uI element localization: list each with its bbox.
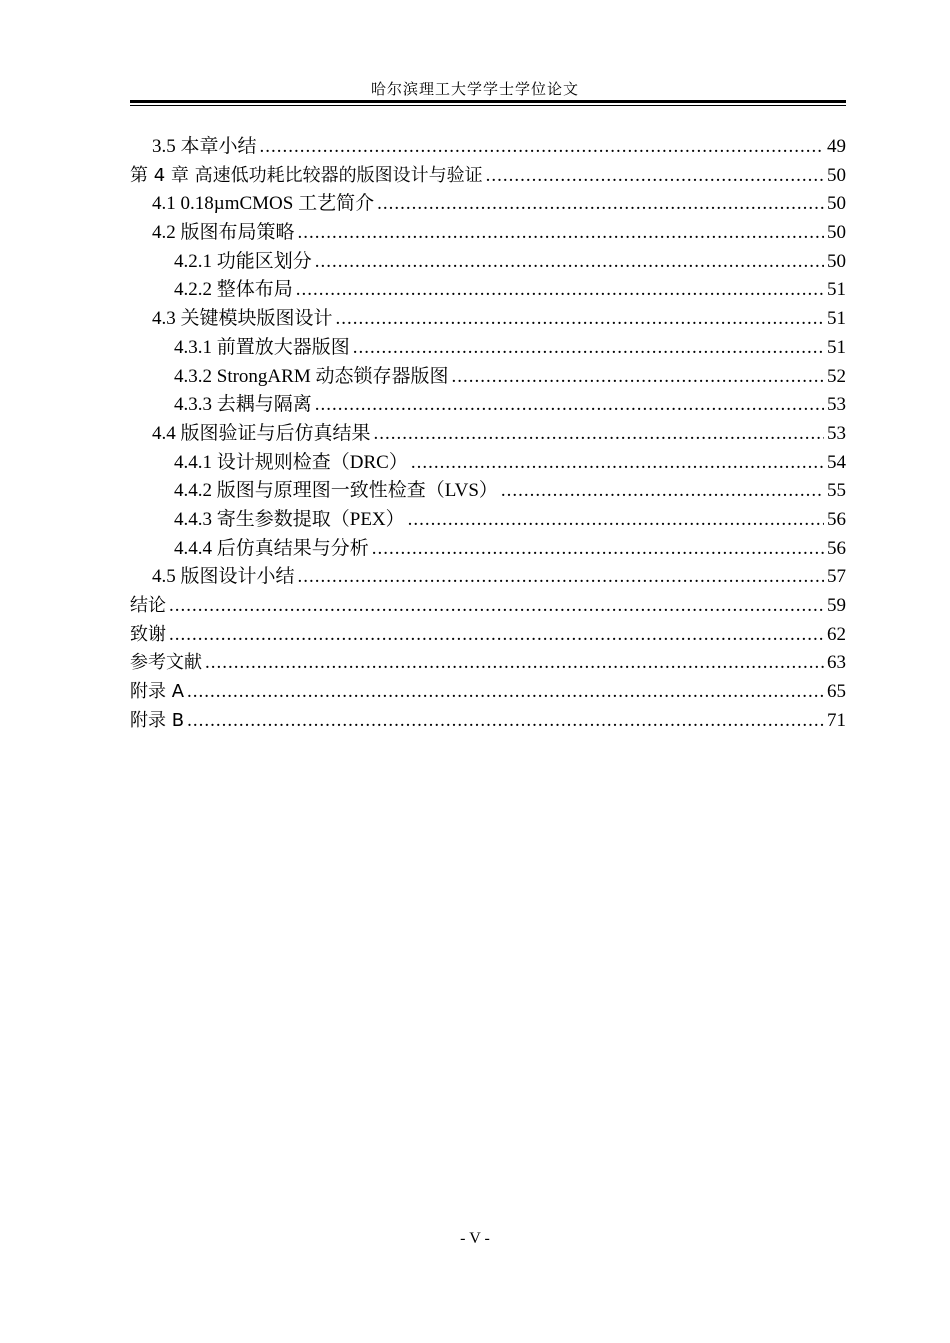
toc-dot-leader (315, 248, 824, 277)
toc-dot-leader (486, 162, 824, 191)
toc-entry-title: 4.2.1 功能区划分 (174, 250, 312, 272)
toc-dot-leader (374, 420, 824, 449)
toc-dot-leader (169, 621, 824, 650)
toc-entry[interactable] (130, 391, 846, 420)
toc-dot-leader (336, 305, 824, 334)
toc-entry-page: 51 (827, 336, 846, 358)
toc-entry[interactable] (130, 162, 846, 191)
toc-entry-title: 结论 (130, 595, 166, 616)
toc-entry[interactable] (130, 707, 846, 736)
toc-entry-page: 51 (827, 308, 846, 330)
toc-dot-leader (372, 535, 824, 564)
toc-dot-leader (353, 334, 824, 363)
toc-entry-page: 56 (827, 537, 846, 559)
toc-entry[interactable] (130, 477, 846, 506)
toc-entry-title: 4.1 0.18µmCMOS 工艺简介 (152, 193, 375, 215)
toc-entry-title: 4.2.2 整体布局 (174, 279, 293, 301)
toc-entry-page: 50 (827, 193, 846, 215)
toc-entry-page: 51 (827, 279, 846, 301)
toc-entry[interactable] (130, 563, 846, 592)
toc-entry-title: 4.3.1 前置放大器版图 (174, 336, 350, 358)
toc-entry[interactable] (130, 649, 846, 678)
toc-entry-title: 4.4.2 版图与原理图一致性检查（LVS） (174, 480, 498, 502)
toc-entry[interactable] (130, 133, 846, 162)
toc-entry-page: 49 (827, 136, 846, 157)
toc-dot-leader (169, 592, 824, 621)
toc-entry[interactable] (130, 621, 846, 650)
toc-dot-leader (205, 649, 824, 678)
toc-entry-page: 53 (827, 394, 846, 416)
toc-entry[interactable] (130, 678, 846, 707)
toc-entry-page: 52 (827, 365, 846, 387)
toc-entry-title: 4.4.1 设计规则检查（DRC） (174, 451, 408, 473)
toc-entry[interactable] (130, 420, 846, 449)
toc-entry[interactable] (130, 305, 846, 334)
toc-dot-leader (315, 391, 824, 420)
toc-dot-leader (187, 678, 824, 707)
toc-dot-leader (298, 563, 824, 592)
toc-dot-leader (296, 276, 824, 305)
toc-entry-page: 50 (827, 164, 846, 186)
toc-entry-title: 4.3.2 StrongARM 动态锁存器版图 (174, 365, 449, 387)
toc-dot-leader (298, 219, 824, 248)
toc-dot-leader (377, 190, 824, 219)
toc-entry[interactable] (130, 276, 846, 305)
toc-entry-title: 附录 B (130, 709, 185, 731)
toc-dot-leader (260, 133, 824, 162)
toc-entry-title: 致谢 (130, 623, 166, 645)
toc-entry-page: 65 (827, 681, 846, 703)
toc-dot-leader (411, 449, 824, 478)
toc-entry-title: 4.5 版图设计小结 (152, 566, 295, 588)
toc-entry-page: 54 (827, 451, 846, 473)
toc-entry-page: 63 (827, 652, 846, 674)
toc-entry-page: 50 (827, 250, 846, 272)
toc-entry[interactable] (130, 219, 846, 248)
toc-entry-page: 55 (827, 480, 846, 502)
toc-entry-page: 62 (827, 623, 846, 645)
toc-entry[interactable] (130, 248, 846, 277)
toc-dot-leader (501, 477, 824, 506)
toc-entry-title: 参考文献 (130, 652, 202, 674)
toc-dot-leader (451, 363, 824, 392)
toc-entry[interactable] (130, 363, 846, 392)
toc-dot-leader (187, 707, 824, 736)
toc-entry[interactable] (130, 506, 846, 535)
toc-entry-page: 50 (827, 222, 846, 244)
toc-entry[interactable] (130, 334, 846, 363)
toc-entry[interactable] (130, 535, 846, 564)
table-of-contents (130, 133, 846, 735)
header-rule-thick (130, 100, 846, 103)
toc-entry[interactable] (130, 592, 846, 621)
toc-entry-title: 4.4 版图验证与后仿真结果 (152, 422, 371, 444)
toc-entry[interactable] (130, 190, 846, 219)
toc-entry-title: 4.4.3 寄生参数提取（PEX） (174, 508, 405, 530)
toc-entry-title: 4.3.3 去耦与隔离 (174, 394, 312, 416)
toc-dot-leader (408, 506, 824, 535)
toc-entry-title: 附录 A (130, 681, 185, 703)
running-header: 哈尔滨理工大学学士学位论文 (370, 82, 579, 98)
page-number: - V - (460, 1230, 490, 1247)
toc-entry[interactable] (130, 449, 846, 478)
toc-entry-page: 71 (827, 709, 846, 731)
toc-entry-title: 4.4.4 后仿真结果与分析 (174, 537, 369, 559)
toc-entry-title: 4.3 关键模块版图设计 (152, 308, 333, 330)
toc-entry-page: 59 (827, 595, 846, 616)
toc-entry-page: 56 (827, 508, 846, 530)
toc-entry-title: 4.2 版图布局策略 (152, 222, 295, 244)
toc-entry-page: 57 (827, 566, 846, 588)
toc-entry-title: 3.5 本章小结 (152, 136, 257, 157)
toc-entry-page: 53 (827, 422, 846, 444)
header-rule-thin (130, 105, 846, 106)
toc-entry-title: 第 4 章 高速低功耗比较器的版图设计与验证 (130, 164, 483, 186)
